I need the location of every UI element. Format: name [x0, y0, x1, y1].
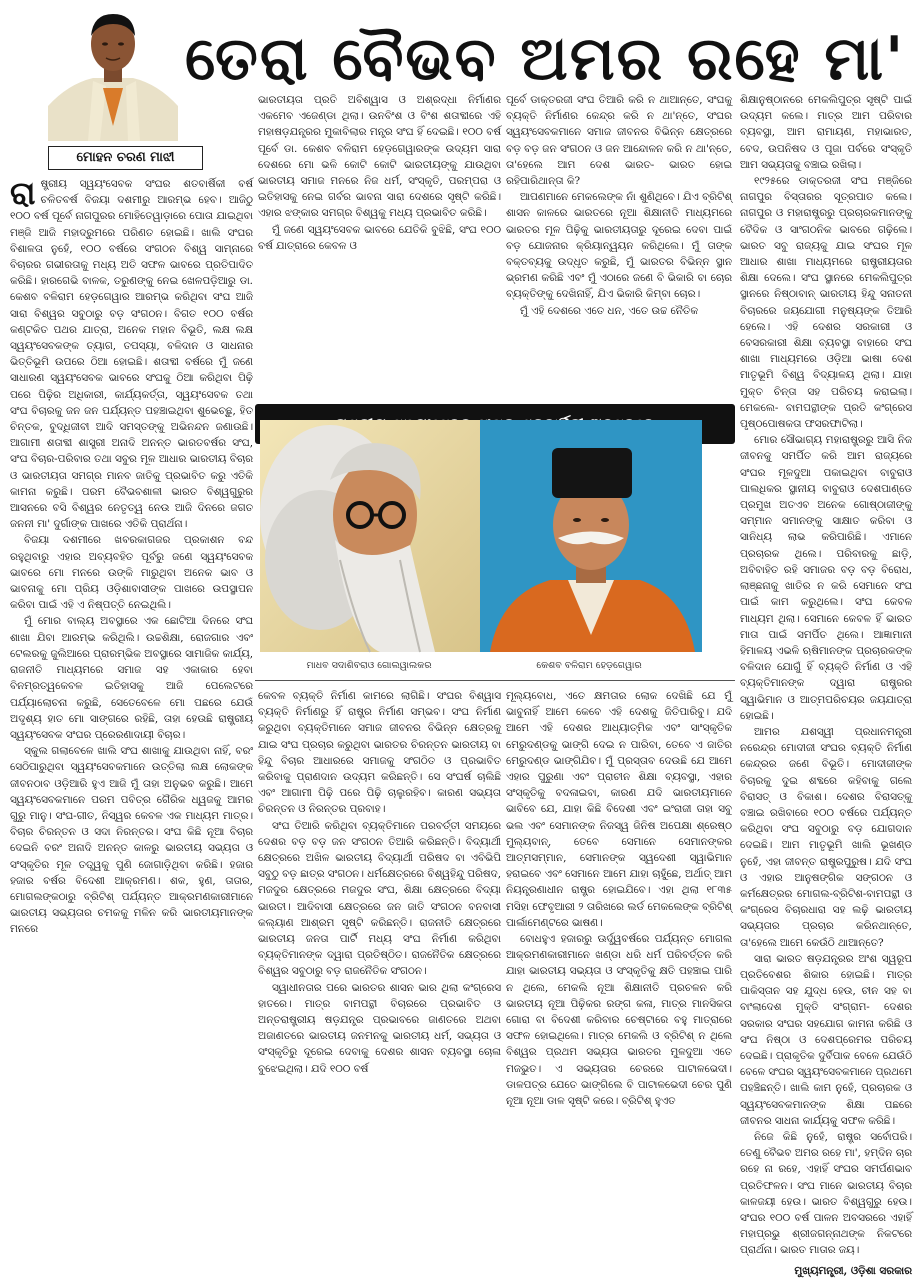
author-name: ମୋହନ ଚରଣ ମାଝୀ [48, 146, 203, 170]
paragraph: ୧୯୨୫ରେ ଡାକ୍ତରଜୀ ସଂଘ ମଞ୍ଜିରେ ନାଗପୁର ବିସ୍ତାରର ସୂତ୍ରପାତ କଲେ। ନାଗପୁର ଓ ମହାରାଷ୍ଟ୍ରରୁ ପ୍ରଚାରକମାନଙ୍କୁ ବୈଦିକ ଓ ସାଂଗଠନିକ ଭାବରେ ଗଢ଼ିଲେ। ଭାରତ ସବୁ ରାଜ୍ୟକୁ ଯାଇ ସଂଘର ମୂଳ ଆଧାର ଶାଖା ମାଧ୍ୟମରେ ରାଷ୍ଟ୍ରୀୟତାର ଶିକ୍ଷା ଦେଲେ। ସଂଘ ସ୍ଥାନରେ ମେକଲିପୁତ୍ର ସ୍ଥାନରେ ନିଷ୍ଠାବାନ୍ ଭାରତୀୟ ହିନ୍ଦୁ ସନାତନୀ ବିଚାରରେ ଜୟଯୋଗୀ ମନୁଷ୍ୟଙ୍କ ତିଆରି ହେଲେ। ଏହି ଦେଶର ସରକାରୀ ଓ ବେସରକାରୀ ଶିକ୍ଷା ବ୍ୟବସ୍ଥା ବାହାରେ ସଂଘ ଶାଖା ମାଧ୍ୟମରେ ଓଡ଼ିଆ ଭାଷା ଦେଶ ମାତୃଭୂମି ବିଶ୍ୱ ବିଦ୍ୟାଳୟ ଥିଲା। ଯାହା ମୁକ୍ତ ଚିନ୍ତା ସହ ପରିଚୟ କରାଇଲା। ମେକଲେ- ବାମପନ୍ଥୀଙ୍କ ପ୍ରତି କଂଗ୍ରେସ ପୃଷ୍ଠପୋଷକତା ଫସରଫାଟିଲା। [740, 175, 912, 431]
paragraph: ଆପଣମାନେ ମେକଲେଙ୍କ ନାଁ ଶୁଣିଥିବେ। ଯିଏ ବ୍ରିଟିଶ୍ ଶାସନ କାଳରେ ଭାରତରେ ନୂଆ ଶିକ୍ଷାନୀତି ମାଧ୍ୟମରେ ଭାରତର ମୂଳ ପିଢ଼ିକୁ ଭାରତୀୟତାରୁ ଦୂରେଇ ଦେବା ପାଇଁ ବଡ଼ ଯୋଜନାର କ୍ରିୟାନ୍ୱୟନ କରିଥିଲେ। ମୁଁ ତାଙ୍କ ବକ୍ତବ୍ୟକୁ ଉଦ୍ଧୃତ କରୁଛି, ମୁଁ ଭାରତର ବିଭିନ୍ନ ସ୍ଥାନ ଭ୍ରମଣ କରିଛି ଏବଂ ମୁଁ ଏଠାରେ ଜଣେ ବି ଭିକାରି ବା ଚୋର ବ୍ୟକ୍ତିଙ୍କୁ ଦେଖିନାହିଁ, ଯିଏ ଭିକାରି କିମ୍ବା ଚୋର। [506, 191, 732, 301]
article-column-4 [740, 92, 912, 1277]
paragraph: ମୂଲ୍ୟବୋଧ, ଏତେ କ୍ଷମତାର ଲୋକ ଦେଖିଛି ଯେ ମୁଁ ଭାବୁନାହିଁ ଆମେ କେବେ ଏହି ଦେଶକୁ ଜିତିପାରିବୁ। ଯଦି ଆମେ ଏହି ଦେଶର ଆଧ୍ୟାତ୍ମିକ ଏବଂ ସାଂସ୍କୃତିକ ମେରୁଦଣ୍ଡକୁ ଭାଙ୍ଗି ଦେଇ ନ ପାରିବା, ତେବେ ଏ ଜାତିର ମେରୁଦଣ୍ଡ ଭାଙ୍ଗିଯିବ। ମୁଁ ପ୍ରସ୍ତାବ ଦେଉଛି ଯେ ଆମେ ଏହାର ପୁରୁଣା ଏବଂ ପ୍ରାଚୀନ ଶିକ୍ଷା ବ୍ୟବସ୍ଥା, ଏହାର ସଂସ୍କୃତିକୁ ବଦଳାଇବା, କାରଣ ଯଦି ଭାରତୀୟମାନେ ଭାବିବେ ଯେ, ଯାହା କିଛି ବିଦେଶୀ ଏବଂ ଇଂରାଜୀ ତାହା ସବୁ ଭଲ ଏବଂ ସେମାନଙ୍କ ନିଜସ୍ୱ ଜିନିଷ ଅପେକ୍ଷା ଶ୍ରେଷ୍ଠ ମୁଲ୍ୟବାନ୍, ତେବେ ସେମାନେ ସେମାନଙ୍କର ଆତ୍ମସମ୍ମାନ, ସେମାନଙ୍କ ସ୍ୱଦେଶୀ ସ୍ୱାଭିମାନ ହରାଇବେ ଏବଂ ସେମାନେ ଆମେ ଯାହା ଚାହୁଁଛେ, ଅର୍ଥାତ୍ ଆମ ନିୟନ୍ତ୍ରଣାଧୀନ ରାଷ୍ଟ୍ର ହୋଇଯିବେ। ଏହା ଥିଲା ୧୮୩୫ ମସିହା ଫେବୃଆରୀ ୨ ତାରିଖରେ ଲର୍ଡ ମେକଲେଙ୍କ ବ୍ରିଟିଶ୍ ପାର୍ଲାମେଣ୍ଟରେ ଭାଷଣ। [506, 690, 732, 929]
paragraph: ସ୍କୁଲ ଗଲାବେଳେ ଖାଲି ସଂଘ ଶାଖାକୁ ଯାଉଥିବା ନାହିଁ, ବରଂ ସେଠିପାରୁଥିବା ସ୍ୱୟଂସେବକମାନେ ଉତ୍ତିଲା ଲକ୍ଷ ଲୋକଙ୍କ ଜୀବନଠାବ ଓଡ଼ିଆରି ହୁଏ ଆଜି ମୁଁ ତାହା ଅନୁଭବ କରୁଛି। ଆମେ ସ୍ୱୟଂସେବକମାନେ ପରମ ପବିତ୍ର ଗୈରିକ ଧ୍ୱଜକୁ ଆମର ଗୁରୁ ମାନୁ। ସଂଘ-ଗୀତ, ନିସ୍ୱର କେବଳ ଏକ ମାଧ୍ୟମ ମାତ୍ର। ବିଚାର ଚିରନ୍ତନ ଓ ସଦା ନିରନ୍ତର। ସଂଘ କିଛି ନୂଆ ବିଚାର ଦେଇନି ବରଂ ଅନାଦି ଅନନ୍ତ କାଳରୁ ଭାରତୀୟ ସଭ୍ୟତା ଓ ସଂସ୍କୃତିର ମୂଳ ତତ୍ତ୍ୱକୁ ପୁଣି ଜୋଗାଡ଼ିଥିବା କରିଛି। ହଜାର ହଜାର ବର୍ଷର ବିଦେଶୀ ଆକ୍ରମଣ। ଶକ, ହୁଣ, ତାତାର, ମୋଗଲଙ୍କଠାରୁ ବ୍ରିଟିଶ୍ ପର୍ଯ୍ୟନ୍ତ ଆକ୍ରମଣକାରୀମାନେ ଭାରତୀୟ ସଭ୍ୟତାର ଚମକକୁ ମଳିନ କରି ଭାରତୀୟମାନଙ୍କ ମନରେ [10, 745, 253, 936]
paragraph: ବିଜୟା ଦଶମୀରେ ଖବରକାଗଜର ପ୍ରକାଶନ ବନ୍ଦ ରହୁଥିବାରୁ ଏହାର ଅବ୍ୟବହିତ ପୂର୍ବରୁ ଜଣେ ସ୍ୱୟଂସେବକ ଭାବରେ ମୋ ମନରେ ଉଙ୍କି ମାରୁଥିବା ଅନେକ ଭାବ ଓ ଭାବନାକୁ ମୋ ପ୍ରିୟ ଓଡ଼ିଶାବାସୀଙ୍କ ପାଖରେ ଉପସ୍ଥାପନ କରିବା ପାଇଁ ଏହି ଏ ନିଷ୍ପତ୍ତି ନେଇଥିଲି। [10, 534, 253, 612]
article-column-2 [258, 92, 501, 402]
paragraph: ସ୍ୱାଧୀନତାର ପରେ ଭାରତର ଶାସନ ଭାର ଥିଲା କଂଗ୍ରେସ ହାତରେ। ମାତ୍ର ବାମପନ୍ଥୀ ବିଚାରରେ ପ୍ରଭାବିତ ଓ ଅନ୍ତରାଷ୍ଟ୍ରୀୟ ଷଡ଼ଯନ୍ତ୍ର ପ୍ରଭାବରେ ଜାଣତରେ ଅଥବା ଅଜାଣତରେ ଭାରତୀୟ ଜନମନକୁ ଭାରତୀୟ ଧର୍ମ, ସଭ୍ୟତା ଓ ସଂସ୍କୃତିରୁ ଦୂରେଇ ଦେବାକୁ ଦେଶର ଶାସନ ବ୍ୟବସ୍ଥା ଚୋଳା ବୁଝେଇଥିଲା। ଯଦି ୧୦୦ ବର୍ଷ [258, 981, 501, 1075]
paragraph-text: ଷ୍ଟ୍ରୀୟ ସ୍ୱୟଂସେବକ ସଂଘର ଶତବାର୍ଷିକୀ ବର୍ଷ ଚଳିତବର୍ଷ ବିଜୟା ଦଶମୀରୁ ଆରମ୍ଭ ହେବ। ଆଜିଠୁ ୧୦୦ ବର୍ଷ ପୂର୍ବେ ନାଗପୁରର ମୋହିତେୱାଡ଼ାରେ ପୋତା ଯାଇଥିବା ମଞ୍ଜି ଆଜି ମହାଦ୍ରୁମରେ ପରିଣତ ହୋଇଛି। ଖାଲି ସଂଘର ବିଶାଳତା ନୁହେଁ, ୧୦୦ ବର୍ଷରେ ସଂଗଠନ ବିଶ୍ୱ ସାମ୍ନାରେ ବିଚାରର ଗଭୀରତାକୁ ମଧ୍ୟ ଅତି ସଫଳ ଭାବରେ ପ୍ରତିପାଦିତ କରିଛି। ହାରଗେଭି ବାଳକ, ତରୁଣଙ୍କୁ ନେଇ ଖେଳପଡ଼ିଆରୁ ଡା. କେଶବ ବଳିରାମ ହେଡ଼ଗେୱାର ଆରମ୍ଭ କରିଥିବା ସଂଘ ଆଜି ସାରା ବିଶ୍ୱର ସବୁଠାରୁ ବଡ଼ ସଂଗଠନ। ବିଗତ ୧୦୦ ବର୍ଷର କଣ୍ଟକିତ ପଥର ଯାତ୍ରା, ଅନେକ ମହାନ ବିଭୂତି, ଲକ୍ଷ ଲକ୍ଷ ସ୍ୱୟଂସେବକଙ୍କ ତ୍ୟାଗ, ତପସ୍ୟା, ବଳିଦାନ ଓ ସାଧନାର ଭିତ୍ତିଭୂମି ଉପରେ ଠିଆ ହୋଇଛି। ଶତାବ୍ଦୀ ବର୍ଷରେ ମୁଁ ଜଣେ ସାଧାରଣ ସ୍ୱୟଂସେବକ ଭାବରେ ସଂଘକୁ ଠିଆ କରିଥିବା ପିଢ଼ି ପରେ ପିଢ଼ିର ଅଧିକାରୀ, କାର୍ଯ୍ୟକର୍ତ୍ତା, ସ୍ୱୟଂସେବକ ତଥା ସଂଘ ବିଚାରକୁ ଜନ ଜନ ପର୍ଯ୍ୟନ୍ତ ପହଞ୍ଚାଇଥିବା ଶୁଭେଚ୍ଛୁ, ହିତ ଚିନ୍ତକ, ବୁଦ୍ଧିଜୀବୀ ଆଦି ସମସ୍ତଙ୍କୁ ଅଭିନନ୍ଦନ ଜଣାଉଛି। ଆଗାମୀ ଶତାବ୍ଦୀ ଶାସ୍ତ୍ରୀ ଅନାଦି ଅନନ୍ତ ଭାରତବର୍ଷର ସଂଘ, ସଂଘ ବିଚାର-ପରିବାର ତଥା ସବୁର ମୂଳ ଆଧାର ଭାରତୀୟ ବିଚାର ଓ ଭାରତୀୟତା ସମଗ୍ର ମାନବ ଜାତିକୁ ପ୍ରଭାବିତ କରୁ ଏତିକି କାମନା କରୁଛି। ପରମ ବୈଭବଶାଳୀ ଭାରତ ବିଶ୍ୱଗୁରୁର ଆସନରେ ବସି ବିଶ୍ୱର ନେତୃତ୍ୱ ନେଉ ଆଜି ଦିନରେ ଜଗତ ଜନନୀ ମା' ଦୁର୍ଗାଙ୍କ ପାଖରେ ଏତିକି ପ୍ରାର୍ଥନା। [10, 178, 253, 531]
paragraph: ମୋର ସୌଭାଗ୍ୟ ମହାରାଷ୍ଟ୍ରରୁ ଆସି ନିଜ ଜୀବନକୁ ସମର୍ପିତ କରି ଆମ ରାଜ୍ୟରେ ସଂଘର ମୂଳଦୁଆ ପକାଇଥିବା ବାବୁରାଓ ପାଲଧିକର ସ୍ଥାନୀୟ ବାବୁରାଓ ଦେଶପାଣ୍ଡେ ପ୍ରମୁଖ ଅତଏବ ଅନେକ ଗୋଷ୍ଠାଜୀଙ୍କୁ ସମ୍ମାନ ସମାନଙ୍କୁ ସାକ୍ଷାତ କରିବା ଓ ସାନିଧ୍ୟ ଲାଭ କରିପାରିଛି। ଏମାନେ ପ୍ରଚାରକ ଥିଲେ। ପରିବାରକୁ ଛାଡ଼ି, ଅବିବାହିତ ରହି ସମାଜର ବଡ଼ ବଡ଼ ବିରୋଧ, ଲାଞ୍ଛନାକୁ ଖାତିର ନ କରି ସେମାନେ ସଂଘ ପାଇଁ କାମ କରୁଥିଲେ। ସଂଘ କେବଳ ମାଧ୍ୟମ ଥିଲା। ସେମାନେ କେବଳ ହିଁ ଭାରତ ମାତା ପାଇଁ ସମର୍ପିତ ଥିଲେ। ଆଜ୍ଞାମାନୀ ହିମାଳୟ ଏଭଳି ଋଷିମାନଙ୍କ ପ୍ରଚାରକଙ୍କ ବଳିଦାନ ଯୋଗୁଁ ହିଁ ବ୍ୟକ୍ତି ନିର୍ମାଣ ଓ ଏହି ବ୍ୟକ୍ତିମାନଙ୍କ ଦ୍ୱାରା ରାଷ୍ଟ୍ରର ସ୍ୱାଭିମାନ ଓ ଆତ୍ମପରିଚୟର ଜୟଯାତ୍ରା ହୋଇଛି। [740, 434, 912, 722]
portrait-hedgewar-image [480, 420, 702, 652]
paragraph: ଶିକ୍ଷାନୁଷ୍ଠାନରେ ମେକଲିପୁତ୍ର ସୃଷ୍ଟି ପାଇଁ ଉଦ୍ୟମ କଲେ। ମାତ୍ର ଆମ ପରିବାର ବ୍ୟବସ୍ଥା, ଆମ ରାମାୟଣ, ମହାଭାରତ, ବେଦ, ଉପନିଷଦ ଓ ପୂଜା ପର୍ବରେ ସଂସ୍କୃତି ଆମ ସଭ୍ୟତାକୁ ବଞ୍ଚାଇ ରଖିଲା। [740, 94, 912, 171]
paragraph: ବୋଧହୁଏ ହଜାରରୁ ଊର୍ଦ୍ଧ୍ୱବର୍ଷରେ ପର୍ଯ୍ୟନ୍ତ ମୋଗଲ ଆକ୍ରମଣକାରୀମାନେ ଖଣ୍ଡା ଧରି ଧର୍ମ ପରିବର୍ତ୍ତନ କରି ଯାହା ଭାରତୀୟ ସଭ୍ୟତା ଓ ସଂସ୍କୃତିକୁ କ୍ଷତି ପହଞ୍ଚାଇ ପାରି ନ ଥିଲେ, ମେକଲି ନୂଆ ଶିକ୍ଷାନୀତି ପ୍ରଚଳନ କରି ଭାରତୀୟ ନୂଆ ପିଢ଼ିକର ରଙ୍ଗ କଳା, ମାତ୍ର ମାନସିକତା ଗୋରା ବା ବିଦେଶୀ କରିବାର ଚେଷ୍ଟାରେ ବହୁ ମାତ୍ରାରେ ସଫଳ ହୋଇଥିଲେ। ମାତ୍ର ମେକଲି ଓ ବ୍ରିଟିଶ୍ ନ ଥିଲେ ବିଶ୍ୱର ପ୍ରଥମ ସଭ୍ୟତା ଭାରତର ମୁଳଦୁଆ ଏତେ ମଜଭୁତ। ଏ ସଭ୍ୟତାର ଚେରରେ ପାଟାଳଭେଦୀ। ଡାଳପତ୍ର ଯେତେ ଭାଙ୍ଗିଲେ ବି ପାଟାଳଭେଦୀ ଚେର ପୁଣି ନୂଆ ନୂଆ ଡାଳ ସୃଷ୍ଟି କରେ। ବ୍ରିଟିଶ୍ ହୁଏତ [506, 933, 732, 1108]
photo-hedgewar [480, 420, 702, 652]
paragraph: ସାରା ଭାରତ ଷଡ଼ଯନ୍ତ୍ରର ଅଂଶ ସ୍ୱରୂପ ପ୍ରତିବେଶର ଶିକାର ହୋଇଛି। ମାତ୍ର ପାକିସ୍ତାନ ସହ ଯୁଦ୍ଧ ହେଉ, ଚୀନ ସହ ବା ବାଂଲାଦେଶ ମୁକ୍ତି ସଂଗ୍ରାମ- ଦେଶର ସରକାର ସଂଘର ସହଯୋଗ କାମନା କରିଛି ଓ ସଂଘ ନିଷ୍ଠା ଓ ଦେଶପ୍ରେମର ପରିଚୟ ଦେଇଛି। ପ୍ରାକୃତିକ ଦୁର୍ବିପାକ ବେଳେ ଯେଉଁଠି ବେଳେ ସଂଘର ସ୍ୱୟଂସେବକମାନେ ପ୍ରଥମେ ପହଞ୍ଚିଛନ୍ତି। ଖାଲି କାମ ନୁହେଁ, ପ୍ରଚାରକ ଓ ସ୍ୱୟଂସେବକମାନଙ୍କ ଶିକ୍ଷା ପଛରେ ଜୀବନର ସାଧନା କାର୍ଯ୍ୟକୁ ସଫଳ କରିଛି। [740, 952, 912, 1127]
photo-golwalkar [260, 420, 482, 652]
portrait-golwalkar-image [260, 420, 482, 652]
photo-caption-right: କେଶବ ବଳିରାମ ହେଡ଼ଗେୱାର [536, 660, 642, 671]
article-column-1 [10, 176, 253, 1196]
paragraph: ପୂର୍ବେ ଡାକ୍ତରଜୀ ସଂଘ ତିଆରି କରି ନ ଥାଆନ୍ତେ, ସଂଘକୁ ବ୍ୟକ୍ତି ନିର୍ମାଣର କେନ୍ଦ୍ର କରି ନ ଥା'ନ୍ତେ, ସଂଘର ସ୍ୱୟଂସେବକମାନେ ସମାଜ ଜୀବନର ବିଭିନ୍ନ କ୍ଷେତ୍ରରେ ବଡ଼ ବଡ଼ ଜନ ସଂଗଠନ ଓ ଜନ ଆନ୍ଦୋଳନ କରି ନ ଥା'ନ୍ତେ, ତା'ହେଲେ ଆମ ଦେଶ ଭାରତ- ଭାରତ ହୋଇ ରହିପାରିଥାନ୍ତା କି? [506, 94, 732, 188]
drop-cap: ରା [10, 174, 36, 212]
paragraph: ଭାରତୀୟତା ପ୍ରତି ଅବିଶ୍ୱାସ ଓ ଅଶ୍ରଦ୍ଧା ନିର୍ମାଣର ଏକମେବ ଏଜେଣ୍ଡା ଥିଲା। ଉନବିଂଶ ଓ ବିଂଶ ଶତାବ୍ଦୀରେ ଏହି ମହାଷଡ଼ଯନ୍ତ୍ରର ମୁକାବିଲାର ମନ୍ତ୍ର ସଂଘ ହିଁ ଦେଇଛି। ୧୦୦ ବର୍ଷ ପୂର୍ବେ ଡା. କେଶବ ବଳିରାମ ହେଡ଼ଗେୱାରଙ୍କ ଉଦ୍ୟମ ସାରା ଦେଶରେ ମୋ ଭଳି କୋଟି କୋଟି ଭାରତୀୟଙ୍କୁ ଯାଉଥିବା ଭାରତୀୟ ସମାଜ ମନରେ ନିଜ ଧର୍ମ, ସଂସ୍କୃତି, ପରମ୍ପରା ଓ ଇତିହାସକୁ ନେଇ ଗର୍ବର ଭାବନା ସାରା ଦେଶରେ ସୃଷ୍ଟି କରିଛି। ଏହାର ଝଙ୍କାର ସମଗ୍ର ବିଶ୍ୱକୁ ମଧ୍ୟ ପ୍ରଭାବିତ କରିଛି। [258, 94, 501, 220]
article-column-3 [506, 92, 732, 402]
author-photo [48, 6, 178, 141]
paragraph [10, 176, 253, 532]
paragraph: ଆମର ଯଶସ୍ୱୀ ପ୍ରଧାନମନ୍ତ୍ରୀ ନରେନ୍ଦ୍ର ମୋଦୀଜୀ ସଂଘର ବ୍ୟକ୍ତି ନିର୍ମାଣ କେନ୍ଦ୍ରର ଜଣେ ବିଭୂତି। ମୋଦୀଜୀଙ୍କ ବିଚାରକୁ ଦୁଇ ଶବ୍ଦରେ କହିବାକୁ ଗଲେ ବିରାସତ୍ ଓ ବିକାଶ। ଦେଶର ବିରାସତ୍କୁ ବଞ୍ଚାଇ ରଖିବାରେ ୧୦୦ ବର୍ଷରେ ପର୍ଯ୍ୟନ୍ତ କରିଥିବା ସଂଘ ସବୁଠାରୁ ବଡ଼ ଯୋଗଦାନ ଦେଇଛି। ଆମ ମାତୃଭୂମି ଖାଲି ଭୂଖଣ୍ଡ ନୁହେଁ, ଏହା ଜୀବନ୍ତ ରାଷ୍ଟ୍ରପୁରୁଷ। ଯଦି ସଂଘ ଓ ଏହାର ଆନୁଷଙ୍ଗିକ ସଙ୍ଗଠନ ଓ କର୍ମକ୍ଷେତ୍ରର ମୋଗଲ-ବ୍ରିଟିଶ-ବାମପନ୍ଥୀ ଓ କଂଗ୍ରେସ ବିଚାରଧାରା ସହ ଲଢ଼ି ଭାରତୀୟ ସଭ୍ୟତାର ପ୍ରଚାର କରିନଥାନ୍ତେ, ତା'ହେଲେ ଆମେ କେଉଁଠି ଥାଆନ୍ତେ? [740, 725, 912, 949]
divider [255, 680, 735, 681]
paragraph: କେବଳ ବ୍ୟକ୍ତି ନିର୍ମାଣ କାମରେ ଲାଗିଛି। ସଂଘର ବିଶ୍ୱାସ ବ୍ୟକ୍ତି ନିର୍ମାଣରୁ ହିଁ ରାଷ୍ଟ୍ର ନିର୍ମାଣ ସମ୍ଭବ। ସଂଘ ନିର୍ମାଣ କରୁଥିବା ବ୍ୟକ୍ତିମାନେ ସମାଜ ଜୀବନର ବିଭିନ୍ନ କ୍ଷେତ୍ରକୁ ଯାଇ ସଂଘ ପ୍ରଚାର କରୁଥିବା ଭାରତର ଚିରନ୍ତନ ଭାରତୀୟ ବା ହିନ୍ଦୁ ବିଚାର ଆଧାରରେ ସମାଜକୁ ସଂଗଠିତ ଓ ପ୍ରଭାବିତ କରିବାକୁ ପ୍ରାଣଦାନ ଉଦ୍ୟମ କରିଛନ୍ତି। ସେ ସଂଘର୍ଷ ଚାଲିଛି ଏବଂ ଆଗାମୀ ପିଢ଼ି ପରେ ପିଢ଼ି ଚାଲୁରହିବ। କାରଣ ସଭ୍ୟତା ଚିରନ୍ତନ ଓ ନିରନ୍ତର ପ୍ରବାହ। [258, 690, 501, 816]
photo-caption-left: ମାଧବ ସଦାଶିବରାଓ ଗୋଲୱାଲକର [306, 660, 432, 671]
headline: ତେରା ବୈଭବ ଅମର ରହେ ମା' [185, 24, 906, 94]
paragraph: ନିଜେ କିଛି ନୁହେଁ, ରାଷ୍ଟ୍ର ସର୍ବୋପରି। ତେଣୁ ବୈଭବ ଅମର ରହେ ମା', ହମ୍ଦିନ ଚାର ରହେ ନା ରହେ, ଏହାହିଁ ସଂଘର ସମର୍ପଣଭାବ ପ୍ରତିଫଳନ। ସଂଘ ମାନେ ଭାରତୀୟ ବିଚାର କାଳଜୟୀ ହେଉ। ଭାରତ ବିଶ୍ୱଗୁରୁ ହେଉ। ସଂଘର ୧୦୦ ବର୍ଷ ପାଳନ ଅବସରରେ ଏହାହିଁ ମହାପ୍ରଭୁ ଶ୍ରୀଜଗନ୍ନାଥଙ୍କ ନିକଟରେ ପ୍ରାର୍ଥନା। ଭାରତ ମାତାର ଜୟ। [740, 1131, 912, 1257]
paragraph: ସଂଘ ତିଆରି କରିଥିବା ବ୍ୟକ୍ତିମାନେ ପରବର୍ତ୍ତୀ ସମୟରେ ଦେଶର ବଡ଼ ବଡ଼ ଜନ ସଂଗଠନ ତିଆରି କରିଛନ୍ତି। ବିଦ୍ୟାର୍ଥୀ କ୍ଷେତ୍ରରେ ଅଖିଳ ଭାରତୀୟ ବିଦ୍ୟାର୍ଥୀ ପରିଷଦ ବା ଏବିଭିପି ସବୁଠୁ ବଡ଼ ଛାତ୍ର ସଂଗଠନ। ଧର୍ମକ୍ଷେତ୍ରରେ ବିଶ୍ୱହିନ୍ଦୁ ପରିଷଦ, ମଜଦୁର କ୍ଷେତ୍ରରେ ମଜଦୁର ସଂଘ, ଶିକ୍ଷା କ୍ଷେତ୍ରରେ ବିଦ୍ୟା ଭାରତୀ। ଆଦିବାସୀ କ୍ଷେତ୍ରରେ ଜନ ଜାତି ସଂଗଠନ ବନବାସୀ କଲ୍ୟାଣ ଆଶ୍ରମ ସୃଷ୍ଟି କରିଛନ୍ତି। ରାଜନୀତି କ୍ଷେତ୍ରରେ ଭାରତୀୟ ଜନତା ପାର୍ଟି ମଧ୍ୟ ସଂଘ ନିର୍ମାଣ କରିଥିବା ବ୍ୟକ୍ତିମାନଙ୍କ ଦ୍ୱାରା ପ୍ରତିଷ୍ଠିତ। ରାଜନୈତିକ କ୍ଷେତ୍ରରେ ବିଶ୍ୱର ସବୁଠାରୁ ବଡ଼ ରାଜନୈତିକ ସଂଗଠନ। [258, 819, 501, 978]
article-column-3-lower [506, 688, 732, 1200]
paragraph: ମୁଁ ଜଣେ ସ୍ୱୟଂସେବକ ଭାବରେ ଯେତିକି ବୁଝିଛି, ସଂଘ ୧୦୦ ବର୍ଷ ଯାତ୍ରାରେ କେବଳ ଓ [258, 223, 501, 252]
paragraph: ମୁଁ ଏହି ଦେଶରେ ଏତେ ଧନ, ଏତେ ଉଚ୍ଚ ନୈତିକ [520, 304, 699, 317]
article-column-2-lower [258, 688, 501, 1200]
signature: ମୁଖ୍ୟମନ୍ତ୍ରୀ, ଓଡ଼ିଶା ସରକାର [794, 1264, 912, 1277]
author-portrait [48, 6, 178, 141]
paragraph: ମୁଁ ମୋର ବାଲ୍ୟ ଅବସ୍ଥାରେ ଏକ ଛୋଟିଆ ଦିନରେ ସଂଘ ଶାଖା ଯିବା ଆରମ୍ଭ କରିଥିଲି। ଉଚ୍ଚଶିକ୍ଷା, ରୋଜଗାର ଏବଂ ଟେଲରକୁ ଜୁଲିଆରେ ପ୍ରାରମ୍ଭିକ ଅବସ୍ଥାରେ ସାମାଜିକ କାର୍ଯ୍ୟ, ରାଜନୀତି ମାଧ୍ୟମରେ ସମାଜ ସହ ଏକାକାର ହେବା ବିନମ୍ରତ୍ୱକେବଳ ଇତିହାସକୁ ଆଜି ପେଲେଟରେ ପର୍ଯ୍ୟାଲୋଚନା କରୁଛି, ସେତେବେଳେ ମୋ ପଛରେ ଯେଉଁ ଅଦୃଶ୍ୟ ହାତ ମୋ ସାଙ୍ଗରେ ରହିଛି, ତାହା ହେଉଛି ରାଷ୍ଟ୍ରୀୟ ସ୍ୱୟଂସେବକ ସଂଘର ପ୍ରେରଣାଦାୟୀ ବିଚାର। [10, 615, 253, 741]
